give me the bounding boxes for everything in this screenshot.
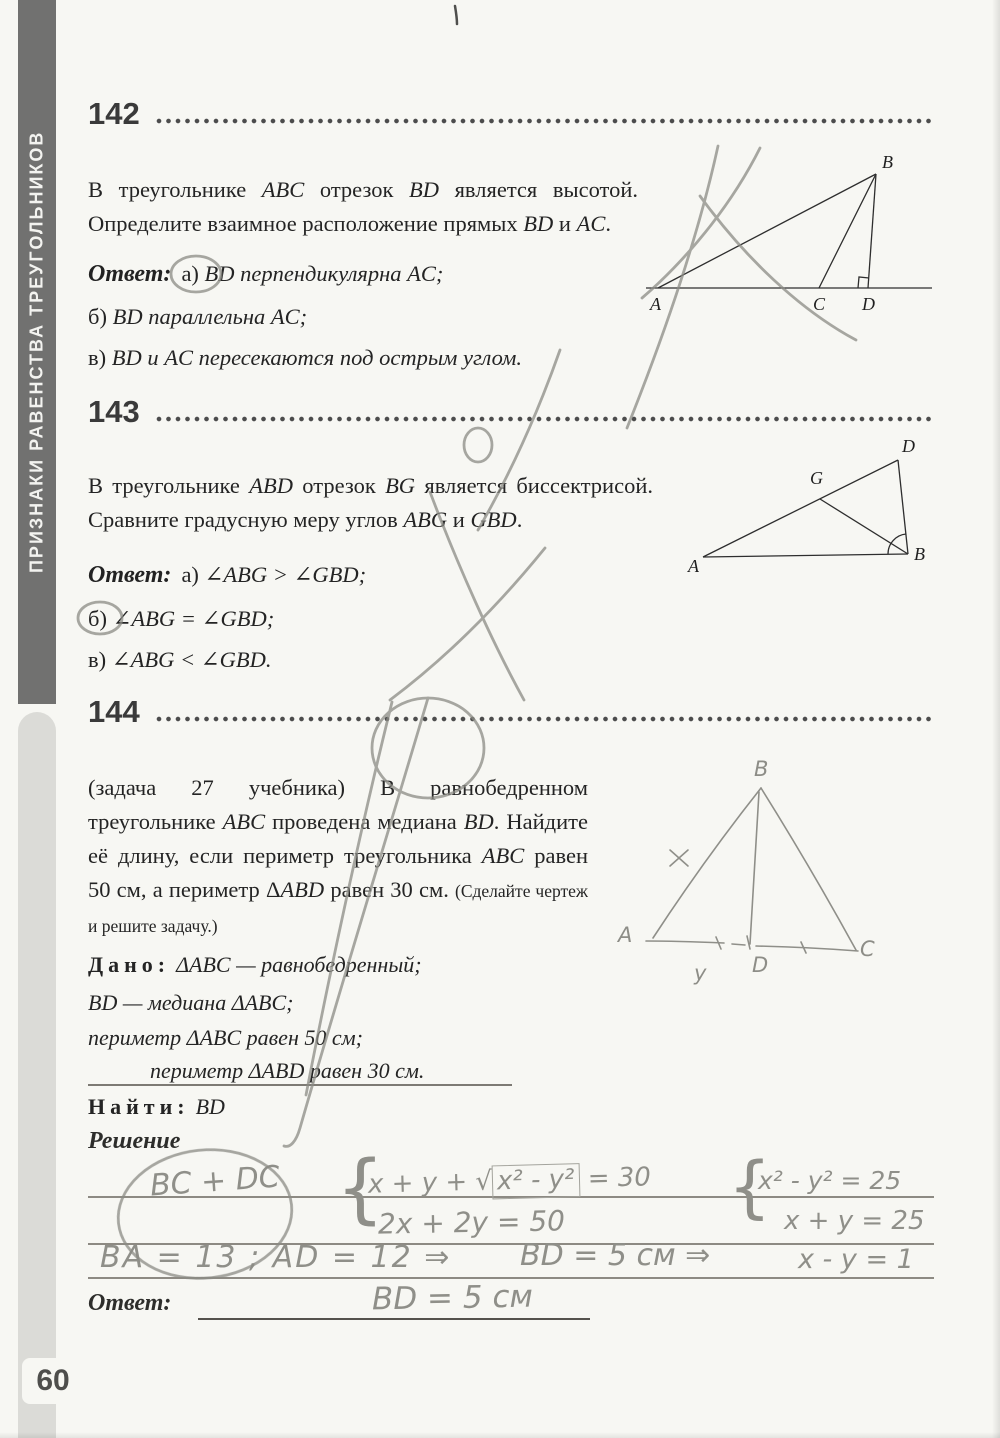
solution-label: Решение <box>88 1128 181 1154</box>
scan-edge-right <box>992 0 1000 1438</box>
point-label-g: G <box>810 468 823 488</box>
point-label-b: B <box>882 152 893 172</box>
option-v: в) BD и AC пересекаются под острым углом. <box>88 345 522 370</box>
scribble-small-circle <box>464 428 492 462</box>
top-edge-tick <box>455 6 457 24</box>
page-number: 60 <box>22 1358 84 1404</box>
given-label: Дано: <box>88 952 171 977</box>
handwriting-system1-line2: 2x + 2y = 50 <box>377 1204 566 1241</box>
answer-label: Ответ: <box>88 261 172 287</box>
option-a: а) ∠ABG > ∠GBD; <box>181 562 367 587</box>
diagram-142-triangle-with-height <box>636 146 938 318</box>
sidebar-band <box>18 0 56 704</box>
handwriting-system2-line1: x² - y² = 25 <box>758 1166 902 1195</box>
given-line-1 <box>88 950 422 980</box>
problem-143-answer-line <box>88 558 366 592</box>
diagram-142-lines <box>646 174 932 288</box>
diagram-143-lines <box>703 460 908 557</box>
handwriting-calc-bd: BD = 5 см ⇒ <box>520 1238 711 1273</box>
final-answer-label: Ответ: <box>88 1290 172 1316</box>
sketch-label-y: у <box>694 961 707 985</box>
diagram-144-pencil-lines <box>646 788 858 953</box>
dotted-rule <box>156 118 934 124</box>
problem-144-text: (задача 27 учебника) В равнобедренном треугольнике ABC проведена медиана BD. Найдите её длину, если периметр треугольника ABC равен 50 см, а периметр ΔABD равен 30 см. (Сделайте чертеж и решите задачу.) <box>88 774 588 936</box>
base-tick-marks <box>716 937 806 953</box>
find-label: Найти: <box>88 1094 190 1119</box>
find-value: BD <box>195 1094 225 1119</box>
given-line-2: BD — медиана ΔABC; <box>88 990 294 1015</box>
scan-edge-bottom <box>0 1432 1000 1438</box>
base-ac-sketch <box>646 941 858 951</box>
side-db <box>898 460 908 554</box>
problem-144-header <box>88 696 934 727</box>
handwriting-sum: BC + DC <box>148 1159 281 1204</box>
given-line-1-text: ΔABC — равнобедренный; <box>176 952 422 977</box>
final-answer-underline <box>198 1318 590 1320</box>
point-label-a: A <box>688 556 699 576</box>
side-ba-sketch <box>653 788 761 938</box>
side-bc-sketch <box>761 788 856 950</box>
median-bd-sketch <box>750 792 759 944</box>
handwriting-calc-ba-ad: BA = 13 ; AD = 12 ⇒ <box>100 1240 452 1275</box>
side-ad <box>703 460 898 557</box>
handwriting-radicand: x² - y² <box>492 1163 580 1199</box>
given-line-3: периметр ΔABC равен 50 см; <box>88 1025 363 1050</box>
point-label-d: D <box>862 294 875 314</box>
side-cb <box>819 174 876 288</box>
dotted-rule <box>156 416 934 422</box>
handwriting-system1-line1 <box>368 1162 652 1199</box>
point-label-c: C <box>813 294 826 314</box>
sketch-label-c: C <box>860 937 875 961</box>
option-b: б) ∠ABG = ∠GBD; <box>88 606 275 631</box>
point-label-d: D <box>902 436 915 456</box>
side-ab <box>658 174 876 288</box>
point-label-b: B <box>914 544 925 564</box>
problem-144-number: 144 <box>88 694 140 729</box>
problem-143-text: В треугольнике ABD отрезок BG является биссектрисой. Сравните градусную меру углов ABG и GBD. <box>88 472 654 532</box>
option-b: б) BD параллельна AC; <box>88 304 308 329</box>
side-ab <box>703 554 908 557</box>
problem-143-header <box>88 396 934 427</box>
handwriting-sqrt-post: = 30 <box>579 1162 652 1195</box>
dotted-rule <box>156 716 934 722</box>
handwriting-final-answer: BD = 5 см <box>371 1278 534 1318</box>
problem-142-text: В треугольнике ABC отрезок BD является высотой. Определите взаимное расположение прямых BD и AC. <box>88 176 638 236</box>
diagram-143-triangle-with-bisector <box>686 432 942 582</box>
given-line-4: периметр ΔABD равен 30 см. <box>150 1058 425 1083</box>
right-angle-mark <box>858 277 869 288</box>
answer-label: Ответ: <box>88 562 172 588</box>
height-bd <box>868 174 876 288</box>
option-a: а) BD перпендикулярна AC; <box>181 261 444 286</box>
problem-142-answer-line <box>88 257 443 291</box>
bisector-bg <box>820 499 908 554</box>
sidebar-band-lower <box>18 712 56 1438</box>
problem-142-number: 142 <box>88 96 140 131</box>
sketch-label-a: A <box>618 923 633 947</box>
handwriting-brace-2: { <box>728 1148 772 1227</box>
x-mark-on-side <box>670 850 688 866</box>
point-label-a: A <box>650 294 661 314</box>
sidebar-title: ПРИЗНАКИ РАВЕНСТВА ТРЕУГОЛЬНИКОВ <box>26 130 47 574</box>
diagram-144-sketch-isosceles-triangle <box>606 750 916 1002</box>
problem-143-number: 143 <box>88 394 140 429</box>
handwriting-brace-1: { <box>336 1143 385 1232</box>
handwriting-calc-xy: x - y = 1 <box>798 1244 914 1275</box>
handwriting-system2-line2: x + y = 25 <box>784 1206 925 1236</box>
handwriting-sqrt-pre: x + y + √ <box>367 1166 493 1200</box>
sketch-label-d: D <box>752 953 769 977</box>
find-line <box>88 1092 225 1122</box>
scribble-143-stroke-2 <box>390 548 545 700</box>
problem-142-header <box>88 98 934 129</box>
option-v: в) ∠ABG < ∠GBD. <box>88 647 272 672</box>
given-underline <box>88 1084 512 1086</box>
pen-tick-top <box>455 6 457 24</box>
sketch-label-b: B <box>754 757 769 781</box>
